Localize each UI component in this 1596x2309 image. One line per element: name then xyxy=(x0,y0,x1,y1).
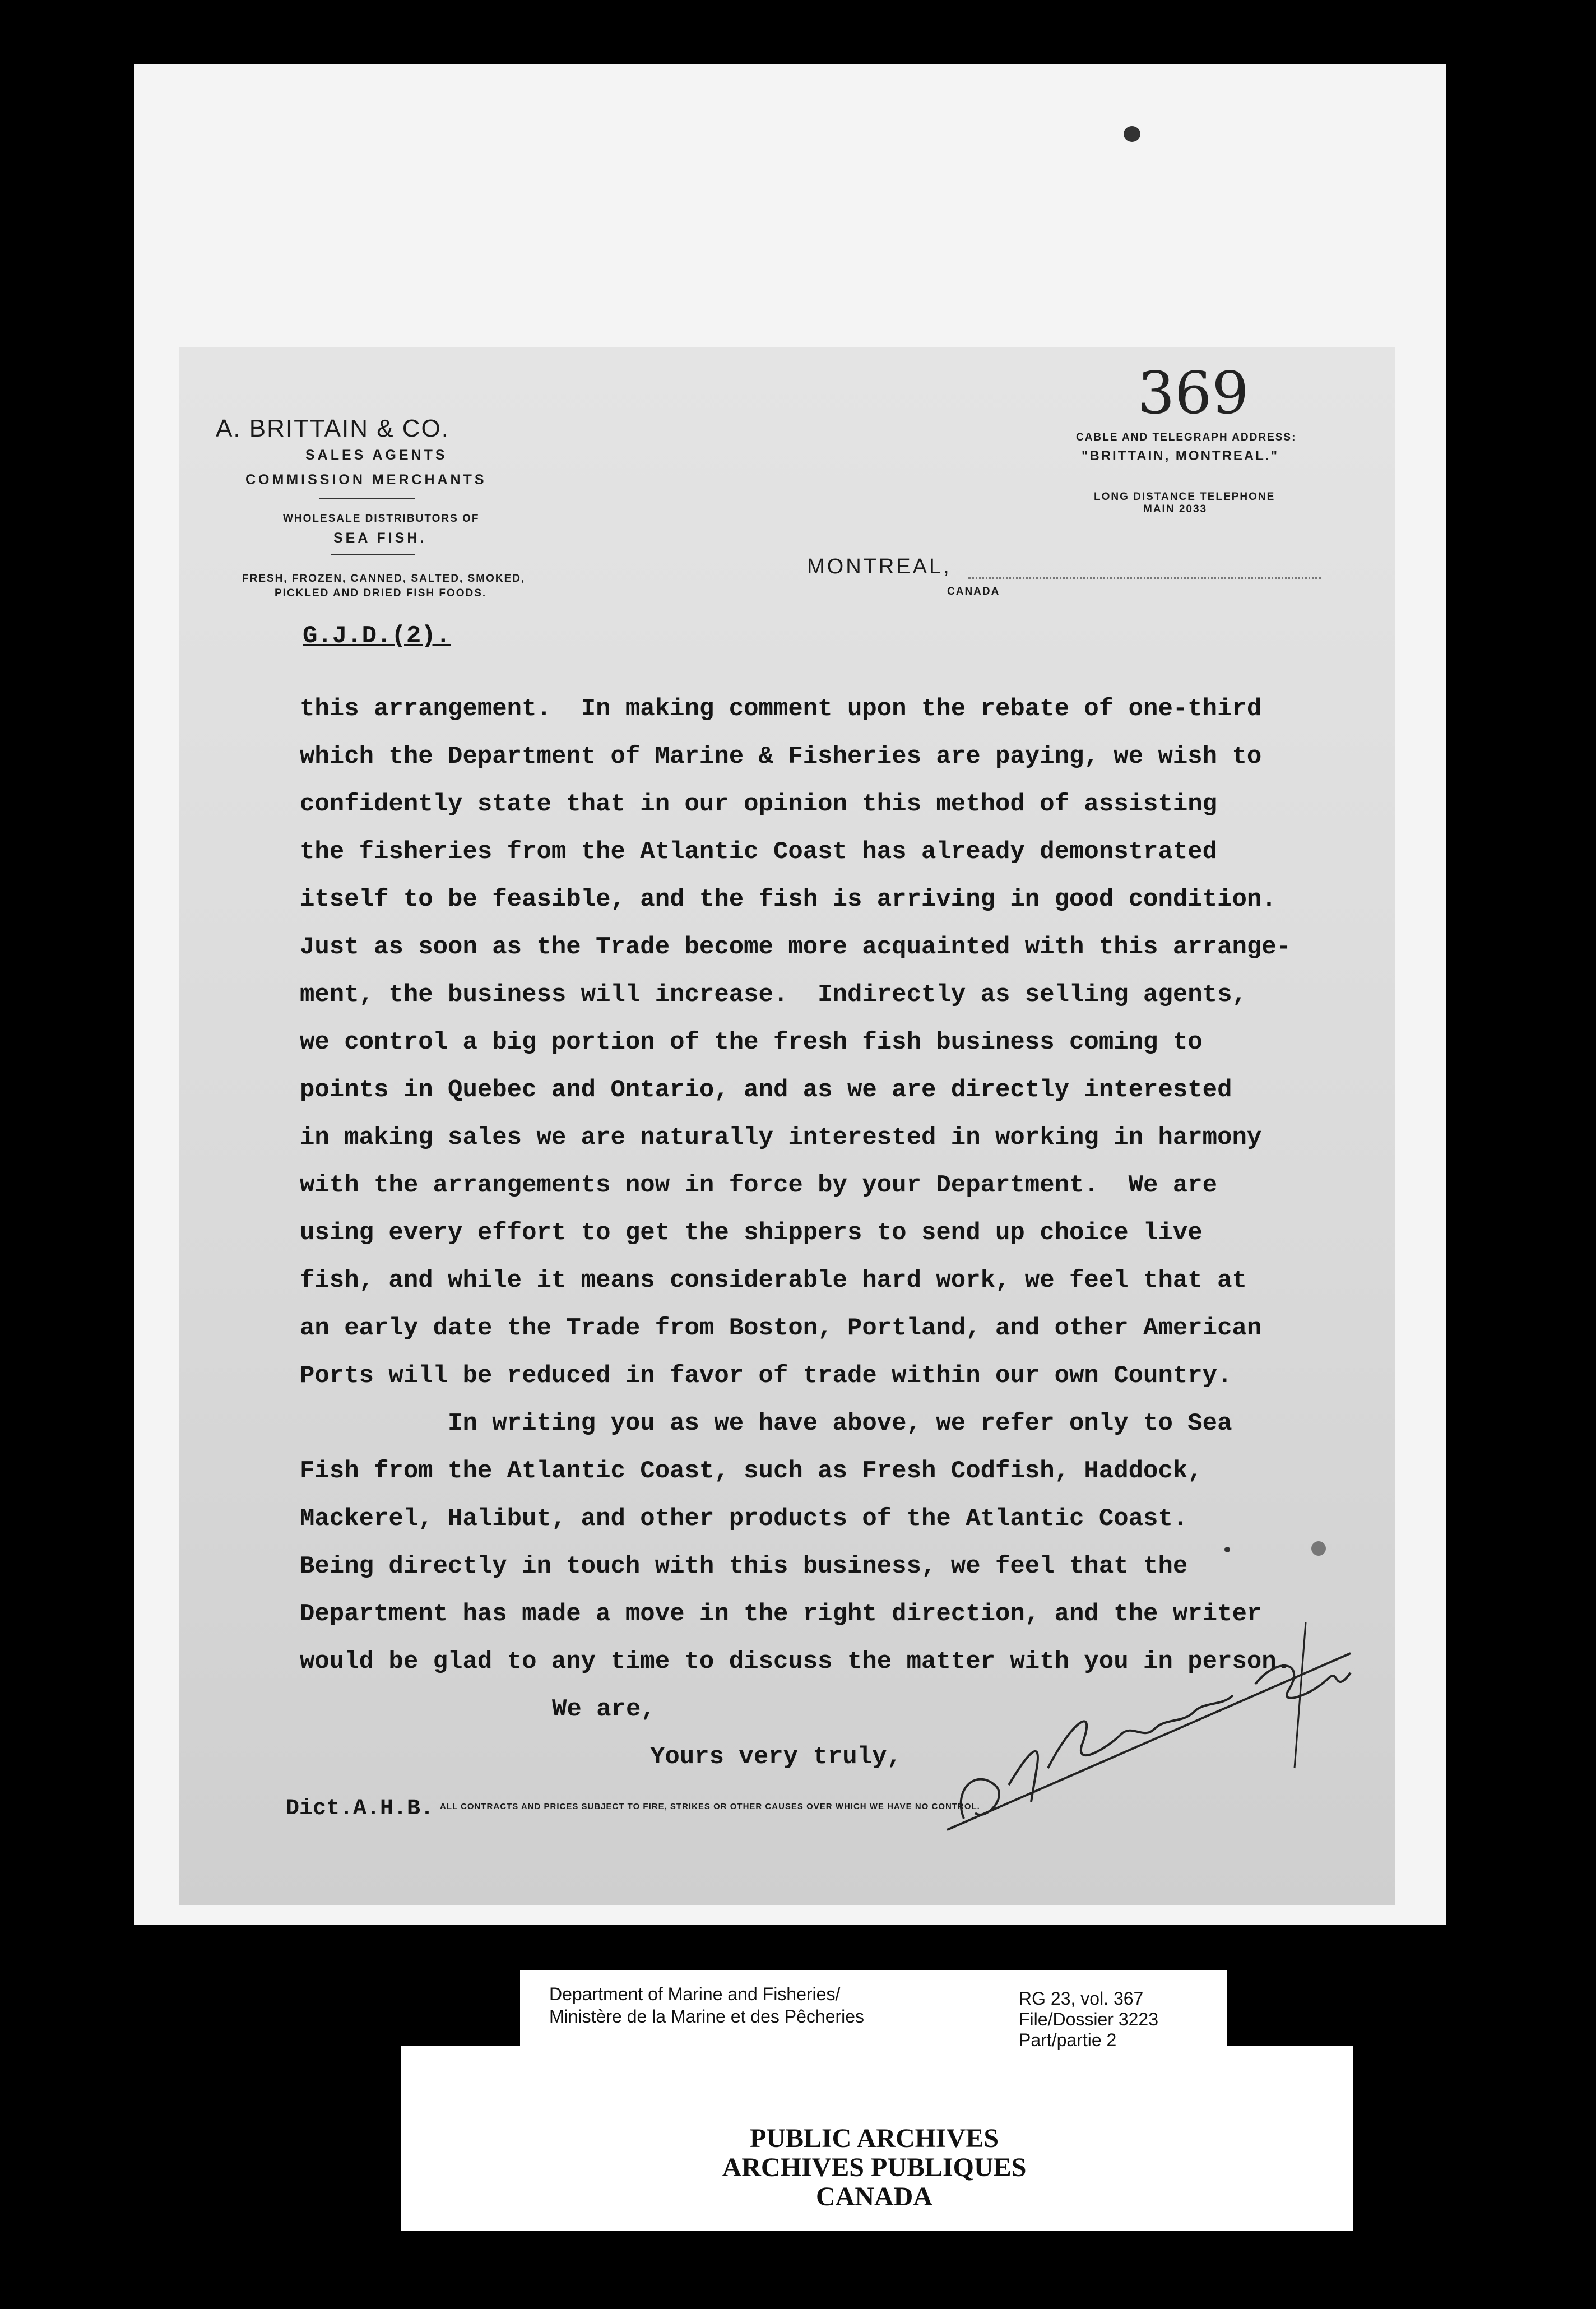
city-line: MONTREAL, xyxy=(807,555,952,578)
body-line: Department has made a move in the right direction, and the writer xyxy=(300,1600,1262,1628)
body-line: Being directly in touch with this business, we feel that the xyxy=(300,1552,1188,1580)
letterhead-sales-agents: SALES AGENTS xyxy=(305,447,448,463)
archive-dept-fr: Ministère de la Marine et des Pêcheries xyxy=(549,2006,865,2027)
body-line: ment, the business will increase. Indirectly as selling agents, xyxy=(300,981,1247,1009)
country: CANADA xyxy=(947,586,1000,597)
letterhead-products-2: PICKLED AND DRIED FISH FOODS. xyxy=(275,587,487,599)
cable-address: "BRITTAIN, MONTREAL." xyxy=(1082,448,1279,463)
closing-yours: Yours very truly, xyxy=(650,1743,902,1771)
body-line: this arrangement. In making comment upon the rebate of one-third xyxy=(300,695,1262,723)
archive-title-fr: ARCHIVES PUBLIQUES xyxy=(722,2153,1027,2182)
telephone-number: MAIN 2033 xyxy=(1143,503,1208,515)
signature-scrawl xyxy=(941,1600,1367,1863)
body-line: the fisheries from the Atlantic Coast has already demonstrated xyxy=(300,838,1218,866)
archive-rg: RG 23, vol. 367 xyxy=(1019,1988,1144,2009)
body-line: points in Quebec and Ontario, and as we are directly interested xyxy=(300,1076,1232,1104)
cable-address-label: CABLE AND TELEGRAPH ADDRESS: xyxy=(1076,432,1297,443)
letterhead-wholesale: WHOLESALE DISTRIBUTORS OF xyxy=(283,513,480,525)
letterhead-divider-2 xyxy=(331,554,415,555)
closing-we-are: We are, xyxy=(552,1695,656,1723)
body-line: Ports will be reduced in favor of trade within our own Country. xyxy=(300,1362,1232,1390)
body-line: Fish from the Atlantic Coast, such as Fresh Codfish, Haddock, xyxy=(300,1457,1203,1485)
letterhead-commission-merchants: COMMISSION MERCHANTS xyxy=(245,472,487,488)
folio-number: 369 xyxy=(1138,359,1249,427)
archive-file: File/Dossier 3223 xyxy=(1019,2009,1158,2029)
body-line: fish, and while it means considerable hard work, we feel that at xyxy=(300,1267,1247,1295)
body-line: an early date the Trade from Boston, Portland, and other American xyxy=(300,1314,1262,1342)
archive-dept-en: Department of Marine and Fisheries/ xyxy=(549,1984,841,2004)
body-line: would be glad to any time to discuss the matter with you in person. xyxy=(300,1648,1292,1676)
body-line: using every effort to get the shippers to send up choice live xyxy=(300,1219,1203,1247)
body-line: Just as soon as the Trade become more acquainted with this arrange- xyxy=(300,933,1292,961)
film-speck xyxy=(1224,1547,1230,1552)
letterhead-products-1: FRESH, FROZEN, CANNED, SALTED, SMOKED, xyxy=(242,573,526,585)
letterhead-divider xyxy=(319,498,415,499)
film-speck xyxy=(1124,126,1140,142)
body-line: In writing you as we have above, we refer only to Sea xyxy=(300,1409,1232,1438)
archive-title-canada: CANADA xyxy=(816,2182,932,2211)
film-speck xyxy=(1311,1541,1326,1556)
letterhead-sea-fish: SEA FISH. xyxy=(333,530,427,546)
archive-part: Part/partie 2 xyxy=(1019,2030,1117,2050)
body-line: itself to be feasible, and the fish is arriving in good condition. xyxy=(300,885,1277,914)
body-line: Mackerel, Halibut, and other products of the Atlantic Coast. xyxy=(300,1505,1188,1533)
body-line: with the arrangements now in force by your Department. We are xyxy=(300,1171,1218,1199)
body-line: which the Department of Marine & Fisheries are paying, we wish to xyxy=(300,743,1262,771)
file-reference: G.J.D.(2). xyxy=(303,622,451,650)
terms-note: ALL CONTRACTS AND PRICES SUBJECT TO FIRE, STRIKES OR OTHER CAUSES OVER WHICH WE HAVE NO CONTROL. xyxy=(440,1802,980,1811)
archive-title-en: PUBLIC ARCHIVES xyxy=(749,2123,999,2153)
date-line xyxy=(968,577,1321,579)
company-name: A. BRITTAIN & CO. xyxy=(216,415,450,442)
body-line: in making sales we are naturally interested in working in harmony xyxy=(300,1124,1262,1152)
telephone-label: LONG DISTANCE TELEPHONE xyxy=(1094,491,1275,503)
body-line: we control a big portion of the fresh fish business coming to xyxy=(300,1028,1203,1056)
body-line: confidently state that in our opinion this method of assisting xyxy=(300,790,1218,818)
dictation-initials: Dict.A.H.B. xyxy=(286,1796,434,1821)
